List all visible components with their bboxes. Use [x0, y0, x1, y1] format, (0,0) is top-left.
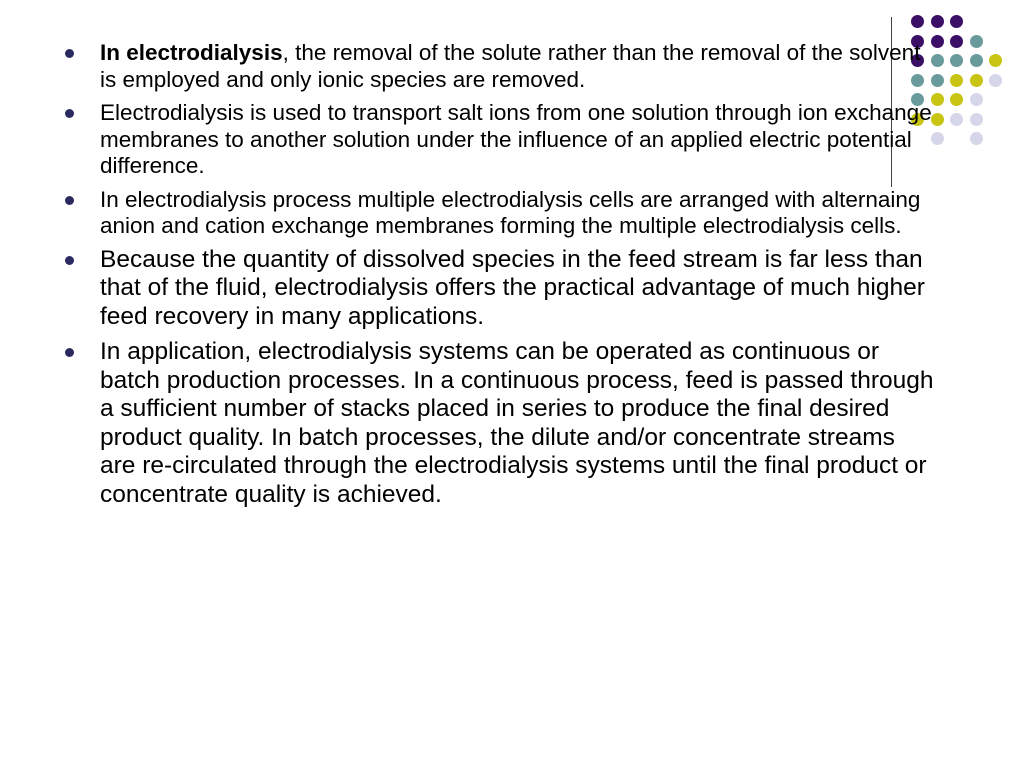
bullet-item-2: [64, 100, 934, 180]
bullet-item-4: [64, 246, 934, 332]
decorative-dot-purple: [911, 15, 924, 28]
decorative-dot-purple: [950, 15, 963, 28]
decorative-dot-yellow: [989, 54, 1002, 67]
bullet-1-text: , the removal of the solute rather than the removal of the solvent is employed and only ionic species are removed.: [100, 40, 921, 92]
decorative-dot-teal: [970, 54, 983, 67]
bullet-item-3: [64, 187, 934, 240]
bullet-list: [64, 40, 934, 515]
bullet-3-text: In electrodialysis process multiple electrodialysis cells are arranged with alternaing anion and cation exchange membranes forming the multiple electrodialysis cells.: [100, 186, 921, 238]
bullet-4-text: Because the quantity of dissolved species in the feed stream is far less than that of the fluid, electrodialysis offers the practical advantage of much higher feed recovery in many applications.: [100, 245, 925, 330]
bullet-5-text: In application, electrodialysis systems can be operated as continuous or batch production processes. In a continuous process, feed is passed through a sufficient number of stacks placed in series to produce the final desired product quality. In batch processes, the dilute and/or concentrate streams are re-circulated through the electrodialysis systems until the final product or concentrate quality is achieved.: [100, 338, 934, 508]
decorative-dot-teal: [970, 35, 983, 48]
bullet-item-5: [64, 338, 934, 509]
bullet-2-text: Electrodialysis is used to transport salt ions from one solution through ion exchange membranes to another solution under the influence of an applied electric potential difference.: [100, 100, 932, 178]
decorative-dot-lavender: [970, 93, 983, 106]
decorative-dot-lavender: [970, 132, 983, 145]
decorative-dot-teal: [950, 54, 963, 67]
decorative-dot-yellow: [970, 74, 983, 87]
bullet-1-bold-text: In electrodialysis: [100, 40, 283, 65]
bullet-item-1: [64, 40, 934, 93]
decorative-dot-purple: [931, 15, 944, 28]
decorative-dot-purple: [950, 35, 963, 48]
decorative-dot-yellow: [950, 74, 963, 87]
decorative-dot-yellow: [950, 93, 963, 106]
decorative-dot-lavender: [950, 113, 963, 126]
decorative-dot-lavender: [970, 113, 983, 126]
decorative-dot-lavender: [989, 74, 1002, 87]
